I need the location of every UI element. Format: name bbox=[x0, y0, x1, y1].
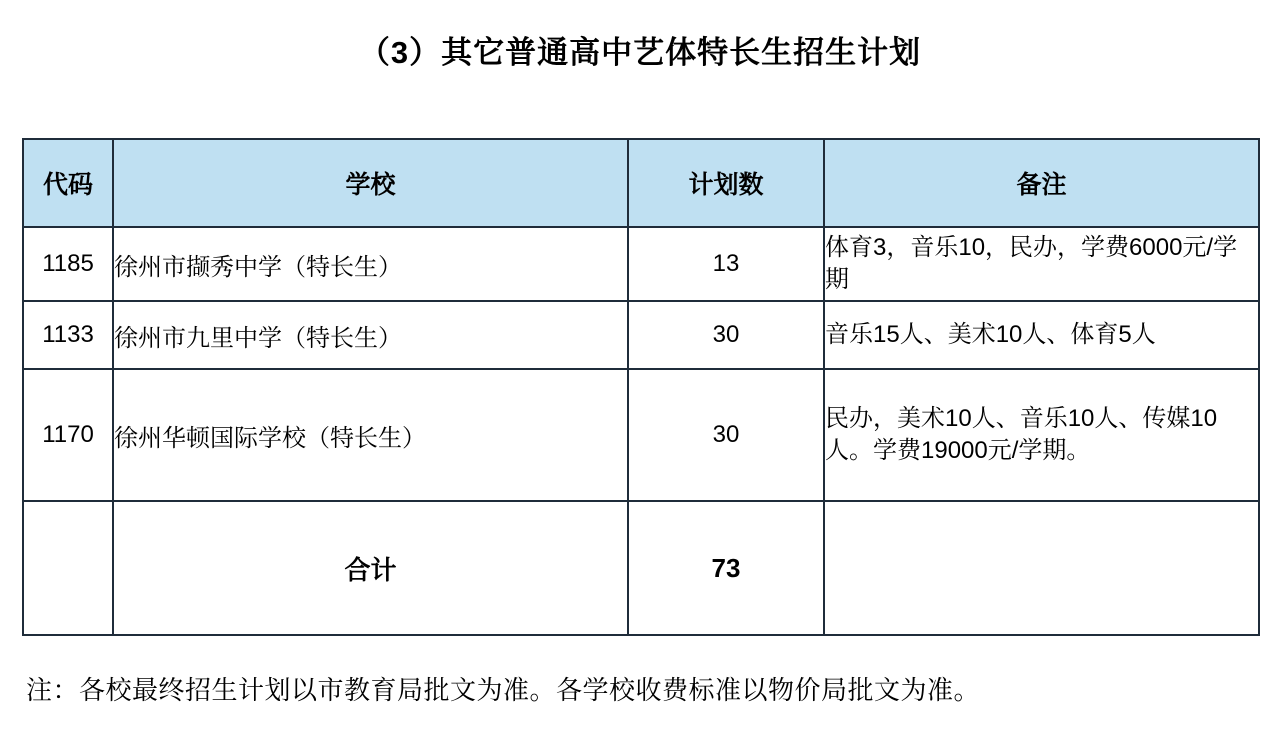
cell-total-code bbox=[23, 501, 113, 635]
cell-plan: 30 bbox=[628, 301, 824, 369]
cell-school: 徐州华顿国际学校（特长生） bbox=[113, 369, 628, 501]
column-header-school: 学校 bbox=[113, 139, 628, 227]
cell-total-label: 合计 bbox=[113, 501, 628, 635]
cell-total-plan: 73 bbox=[628, 501, 824, 635]
cell-code: 1170 bbox=[23, 369, 113, 501]
footnote: 注：各校最终招生计划以市教育局批文为准。各学校收费标准以物价局批文为准。 bbox=[26, 675, 981, 705]
cell-code: 1185 bbox=[23, 227, 113, 301]
table-total-row bbox=[23, 501, 1259, 635]
cell-school: 徐州市九里中学（特长生） bbox=[113, 301, 628, 369]
column-header-remark: 备注 bbox=[824, 139, 1259, 227]
table-row bbox=[23, 227, 1259, 301]
table-body bbox=[23, 227, 1259, 635]
page-title: （3）其它普通高中艺体特长生招生计划 bbox=[358, 35, 922, 70]
cell-total-remark bbox=[824, 501, 1259, 635]
cell-remark: 民办，美术10人、音乐10人、传媒10人。学费19000元/学期。 bbox=[824, 369, 1259, 501]
document-page bbox=[0, 34, 1280, 750]
admission-plan-table bbox=[22, 138, 1260, 636]
cell-remark: 体育3，音乐10，民办，学费6000元/学期 bbox=[824, 227, 1259, 301]
column-header-code: 代码 bbox=[23, 139, 113, 227]
cell-school: 徐州市撷秀中学（特长生） bbox=[113, 227, 628, 301]
cell-plan: 13 bbox=[628, 227, 824, 301]
plan-table-container bbox=[22, 138, 1258, 636]
cell-remark: 音乐15人、美术10人、体育5人 bbox=[824, 301, 1259, 369]
table-row bbox=[23, 369, 1259, 501]
column-header-plan: 计划数 bbox=[628, 139, 824, 227]
table-row bbox=[23, 301, 1259, 369]
table-header-row bbox=[23, 139, 1259, 227]
cell-code: 1133 bbox=[23, 301, 113, 369]
cell-plan: 30 bbox=[628, 369, 824, 501]
table-header bbox=[23, 139, 1259, 227]
